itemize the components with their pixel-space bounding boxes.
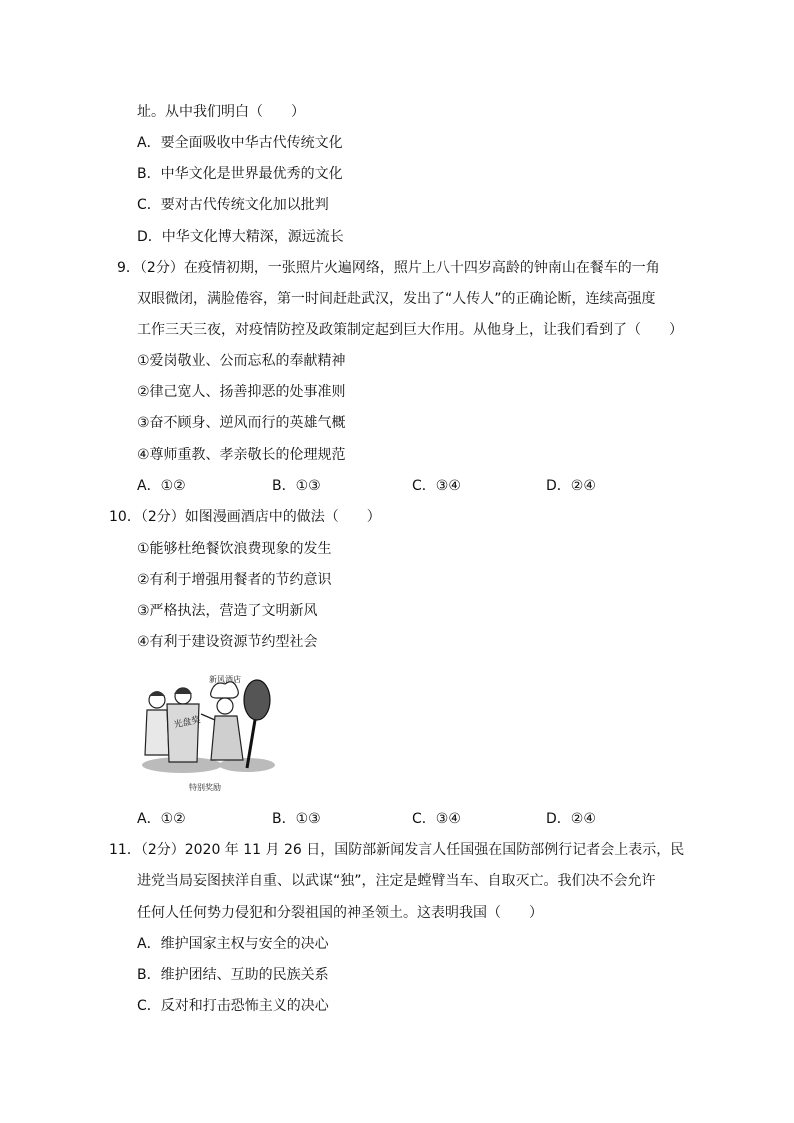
q10-item-2: ②有利于增强用餐者的节约意识 — [137, 572, 332, 588]
q8-option-c: C．要对古代传统文化加以批判 — [137, 197, 329, 213]
q11-stem-line-1: 11．（2分）2020 年 11 月 26 日，国防部新闻发言人任国强在国防部例行记者会上表示，民 — [109, 842, 685, 858]
q11-option-c: C．反对和打击恐怖主义的决心 — [137, 998, 329, 1014]
q9-item-4: ④尊师重教、孝亲敬长的伦理规范 — [137, 447, 346, 463]
q9-item-2: ②律己宽人、扬善抑恶的处事准则 — [137, 384, 346, 400]
q8-stem-tail: 址。从中我们明白（ ） — [137, 104, 305, 120]
q9-stem-line-3: 工作三天三夜，对疫情防控及政策制定起到巨大作用。从他身上，让我们看到了（ ） — [137, 322, 683, 338]
chef-head — [217, 698, 233, 714]
q11-option-a: A．维护国家主权与安全的决心 — [137, 936, 329, 952]
person-1-body — [145, 710, 169, 755]
q11-stem-line-3: 任何人任何势力侵犯和分裂祖国的神圣领土。这表明我国（ ） — [137, 905, 543, 921]
chef-body — [211, 716, 243, 760]
q10-choice-c: C．③④ — [412, 811, 461, 827]
person-2-hair — [174, 688, 192, 694]
q10-item-1: ①能够杜绝餐饮浪费现象的发生 — [137, 541, 332, 557]
q10-choice-a: A．①② — [137, 811, 186, 827]
q10-choice-d: D．②④ — [546, 811, 596, 827]
cartoon-sign-text: 新风酒店 — [209, 675, 241, 684]
cartoon-caption: 特别奖励 — [189, 783, 221, 792]
chef-arm — [201, 714, 215, 720]
q10-item-3: ③严格执法，营造了文明新风 — [137, 603, 318, 619]
q9-choice-a: A．①② — [137, 478, 186, 494]
q9-stem-line-2: 双眼微闭，满脸倦容，第一时间赶赴武汉，发出了“人传人”的正确论断，连续高强度 — [137, 291, 656, 307]
q10-stem: 10．（2分）如图漫画酒店中的做法（ ） — [109, 509, 381, 525]
q10-cartoon-illustration — [137, 670, 279, 795]
big-spoon-head — [244, 680, 270, 720]
q8-option-d: D．中华文化博大精深，源远流长 — [137, 229, 344, 245]
q9-item-3: ③奋不顾身、逆风而行的英雄气概 — [137, 415, 346, 431]
q9-item-1: ①爱岗敬业、公而忘私的奉献精神 — [137, 353, 346, 369]
q9-choice-c: C．③④ — [412, 478, 461, 494]
q8-option-b: B．中华文化是世界最优秀的文化 — [137, 166, 343, 182]
q8-option-a: A．要全面吸收中华古代传统文化 — [137, 135, 343, 151]
q9-choice-b: B．①③ — [272, 478, 321, 494]
person-1-hair — [149, 691, 165, 696]
cartoon-banner — [167, 704, 202, 762]
q11-option-b: B．维护团结、互助的民族关系 — [137, 967, 329, 983]
chef-hat — [211, 682, 239, 698]
q9-choice-d: D．②④ — [546, 478, 596, 494]
q10-choice-b: B．①③ — [272, 811, 321, 827]
q11-stem-line-2: 进党当局妄图挟洋自重、以武谋“独”，注定是螳臂当车、自取灭亡。我们决不会允许 — [137, 873, 656, 889]
q9-stem-line-1: 9．（2分）在疫情初期，一张照片火遍网络，照片上八十四岁高龄的钟南山在餐车的一角 — [117, 260, 660, 276]
q10-item-4: ④有利于建设资源节约型社会 — [137, 634, 318, 650]
cartoon-banner-text: 光盘奖 — [172, 715, 202, 731]
